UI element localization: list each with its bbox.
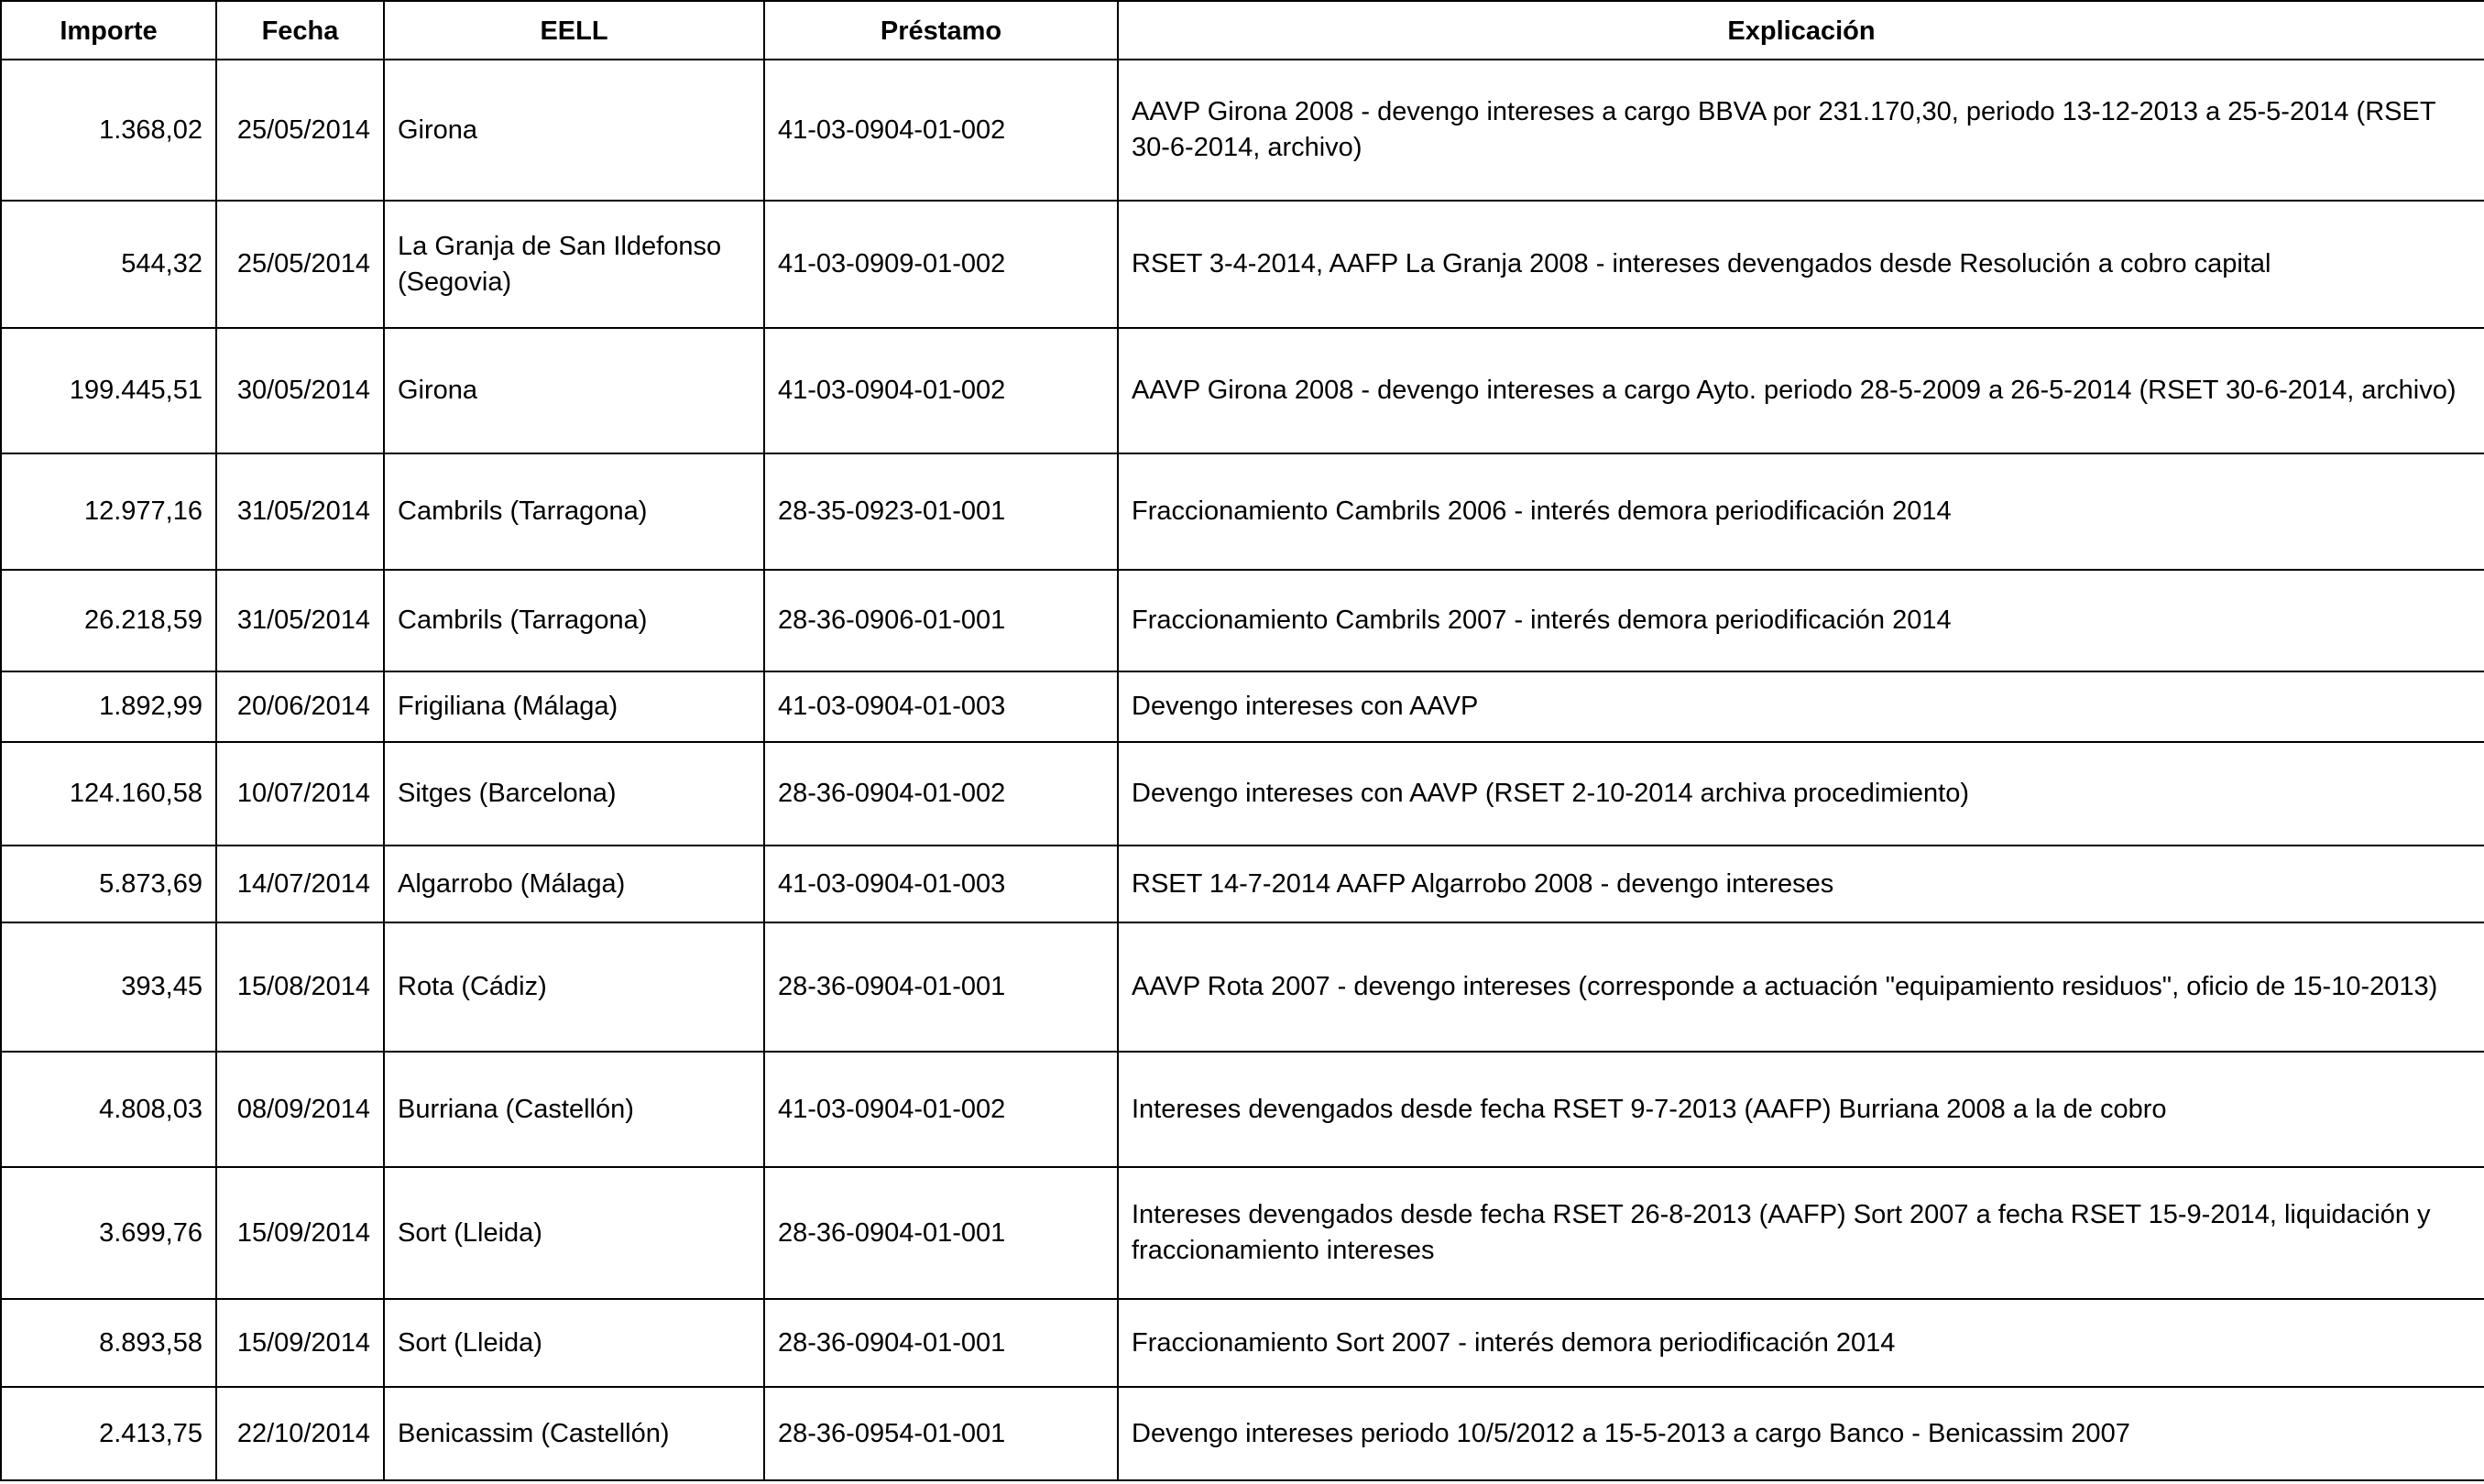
table-row — [1, 1299, 2484, 1387]
cell-eell: La Granja de San Ildefonso (Segovia) — [384, 201, 764, 328]
cell-importe: 5.873,69 — [1, 846, 216, 922]
cell-eell: Frigiliana (Málaga) — [384, 671, 764, 742]
cell-importe: 4.808,03 — [1, 1052, 216, 1167]
cell-explicacion: Devengo intereses con AAVP (RSET 2-10-2014 archiva procedimiento) — [1118, 742, 2484, 846]
header-eell: EELL — [384, 1, 764, 60]
table-row — [1, 671, 2484, 742]
cell-fecha: 25/05/2014 — [216, 60, 384, 201]
cell-prestamo: 41-03-0909-01-002 — [764, 201, 1118, 328]
table-row — [1, 846, 2484, 922]
cell-explicacion: AAVP Rota 2007 - devengo intereses (corresponde a actuación "equipamiento residuos", oficio de 15-10-2013) — [1118, 922, 2484, 1052]
cell-importe: 1.368,02 — [1, 60, 216, 201]
cell-eell: Cambrils (Tarragona) — [384, 570, 764, 671]
cell-explicacion: AAVP Girona 2008 - devengo intereses a cargo Ayto. periodo 28-5-2009 a 26-5-2014 (RSET 30-6-2014, archivo) — [1118, 328, 2484, 453]
cell-importe: 199.445,51 — [1, 328, 216, 453]
cell-eell: Rota (Cádiz) — [384, 922, 764, 1052]
cell-fecha: 25/05/2014 — [216, 201, 384, 328]
header-explicacion: Explicación — [1118, 1, 2484, 60]
cell-importe: 1.892,99 — [1, 671, 216, 742]
header-importe: Importe — [1, 1, 216, 60]
cell-prestamo: 28-36-0904-01-001 — [764, 922, 1118, 1052]
cell-prestamo: 28-36-0954-01-001 — [764, 1387, 1118, 1480]
cell-explicacion: Fraccionamiento Cambrils 2007 - interés demora periodificación 2014 — [1118, 570, 2484, 671]
cell-eell: Sort (Lleida) — [384, 1167, 764, 1299]
cell-explicacion: Devengo intereses periodo 10/5/2012 a 15-5-2013 a cargo Banco - Benicassim 2007 — [1118, 1387, 2484, 1480]
table-row — [1, 201, 2484, 328]
cell-eell: Algarrobo (Málaga) — [384, 846, 764, 922]
cell-prestamo: 28-36-0904-01-001 — [764, 1299, 1118, 1387]
cell-prestamo: 28-36-0906-01-001 — [764, 570, 1118, 671]
cell-explicacion: Fraccionamiento Cambrils 2006 - interés demora periodificación 2014 — [1118, 453, 2484, 570]
cell-eell: Girona — [384, 60, 764, 201]
cell-fecha: 15/09/2014 — [216, 1299, 384, 1387]
cell-eell: Burriana (Castellón) — [384, 1052, 764, 1167]
cell-fecha: 15/09/2014 — [216, 1167, 384, 1299]
table-row — [1, 1052, 2484, 1167]
cell-importe: 8.893,58 — [1, 1299, 216, 1387]
cell-explicacion: Intereses devengados desde fecha RSET 9-7-2013 (AAFP) Burriana 2008 a la de cobro — [1118, 1052, 2484, 1167]
cell-importe: 124.160,58 — [1, 742, 216, 846]
cell-eell: Girona — [384, 328, 764, 453]
table-row — [1, 570, 2484, 671]
table-row — [1, 1167, 2484, 1299]
table-row — [1, 453, 2484, 570]
cell-fecha: 14/07/2014 — [216, 846, 384, 922]
cell-fecha: 15/08/2014 — [216, 922, 384, 1052]
cell-prestamo: 28-35-0923-01-001 — [764, 453, 1118, 570]
cell-prestamo: 28-36-0904-01-001 — [764, 1167, 1118, 1299]
cell-fecha: 10/07/2014 — [216, 742, 384, 846]
table-row — [1, 60, 2484, 201]
cell-prestamo: 41-03-0904-01-003 — [764, 846, 1118, 922]
table-row — [1, 922, 2484, 1052]
cell-explicacion: AAVP Girona 2008 - devengo intereses a cargo BBVA por 231.170,30, periodo 13-12-2013 a 25-5-2014 (RSET 30-6-2014, archivo) — [1118, 60, 2484, 201]
cell-eell: Sort (Lleida) — [384, 1299, 764, 1387]
header-row — [1, 1, 2484, 60]
cell-importe: 2.413,75 — [1, 1387, 216, 1480]
cell-prestamo: 41-03-0904-01-002 — [764, 1052, 1118, 1167]
cell-importe: 393,45 — [1, 922, 216, 1052]
cell-eell: Benicassim (Castellón) — [384, 1387, 764, 1480]
table-row — [1, 1387, 2484, 1480]
cell-eell: Sitges (Barcelona) — [384, 742, 764, 846]
cell-fecha: 08/09/2014 — [216, 1052, 384, 1167]
cell-prestamo: 41-03-0904-01-002 — [764, 328, 1118, 453]
cell-explicacion: RSET 3-4-2014, AAFP La Granja 2008 - intereses devengados desde Resolución a cobro capital — [1118, 201, 2484, 328]
cell-explicacion: RSET 14-7-2014 AAFP Algarrobo 2008 - devengo intereses — [1118, 846, 2484, 922]
cell-fecha: 22/10/2014 — [216, 1387, 384, 1480]
cell-fecha: 30/05/2014 — [216, 328, 384, 453]
cell-prestamo: 41-03-0904-01-002 — [764, 60, 1118, 201]
cell-explicacion: Fraccionamiento Sort 2007 - interés demora periodificación 2014 — [1118, 1299, 2484, 1387]
table-row — [1, 742, 2484, 846]
cell-eell: Cambrils (Tarragona) — [384, 453, 764, 570]
cell-importe: 3.699,76 — [1, 1167, 216, 1299]
header-fecha: Fecha — [216, 1, 384, 60]
cell-importe: 12.977,16 — [1, 453, 216, 570]
cell-importe: 544,32 — [1, 201, 216, 328]
cell-prestamo: 28-36-0904-01-002 — [764, 742, 1118, 846]
header-prestamo: Préstamo — [764, 1, 1118, 60]
cell-fecha: 31/05/2014 — [216, 453, 384, 570]
table-row — [1, 328, 2484, 453]
cell-prestamo: 41-03-0904-01-003 — [764, 671, 1118, 742]
cell-fecha: 20/06/2014 — [216, 671, 384, 742]
cell-importe: 26.218,59 — [1, 570, 216, 671]
cell-fecha: 31/05/2014 — [216, 570, 384, 671]
cell-explicacion: Devengo intereses con AAVP — [1118, 671, 2484, 742]
cell-explicacion: Intereses devengados desde fecha RSET 26-8-2013 (AAFP) Sort 2007 a fecha RSET 15-9-2014, liquidación y fraccionamiento intereses — [1118, 1167, 2484, 1299]
